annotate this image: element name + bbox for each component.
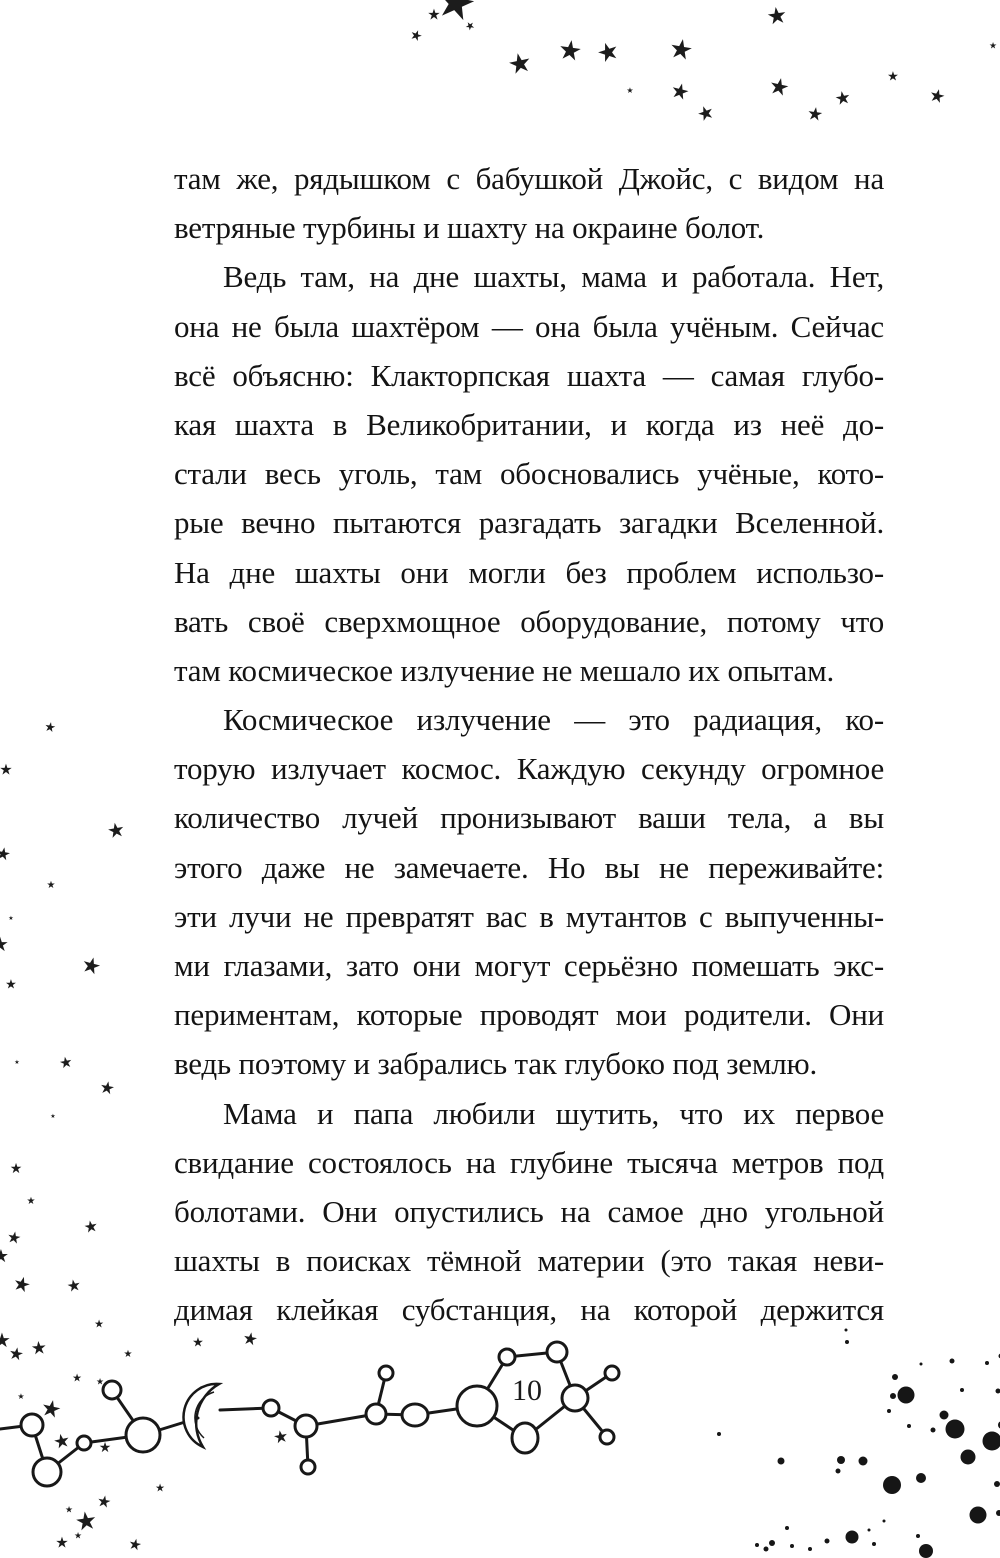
ink-dot	[883, 1476, 901, 1494]
ink-dot	[846, 1531, 859, 1544]
star-icon	[556, 36, 584, 66]
ink-dot	[890, 1393, 896, 1399]
text-line: кая шахта в Великобритании, и когда из неё до-	[174, 400, 884, 449]
text-line: стали весь уголь, там обосновались учёные, кото-	[174, 449, 884, 498]
star-icon	[505, 48, 534, 79]
text-line: Ведь там, на дне шахты, мама и работала. Нет,	[174, 252, 884, 301]
ink-dot	[872, 1542, 876, 1546]
star-icon	[66, 1277, 83, 1295]
text-line: она не была шахтёром — она была учёным. Сейчас	[174, 302, 884, 351]
text-line: На дне шахты они могли без проблем использо-	[174, 548, 884, 597]
star-icon	[58, 1054, 74, 1071]
ink-dot	[907, 1424, 911, 1428]
star-icon	[0, 845, 12, 864]
star-icon	[0, 763, 13, 778]
ink-dot	[996, 1389, 1000, 1394]
constellation-nodes	[21, 1342, 619, 1486]
text-line: там же, рядышком с бабушкой Джойс, с видом на	[174, 154, 884, 203]
star-icon	[806, 105, 824, 125]
ink-dot	[916, 1534, 920, 1538]
crescent-moon-icon	[184, 1384, 219, 1447]
ink-dot	[940, 1411, 949, 1420]
text-line: шахты в поисках тёмной материи (это такая неви-	[174, 1236, 884, 1285]
star-icon	[79, 954, 104, 980]
text-line: димая клейкая субстанция, на которой держится	[174, 1285, 884, 1334]
star-icon	[927, 86, 947, 107]
star-icon	[98, 1079, 116, 1098]
ink-dot	[764, 1547, 769, 1552]
text-line: этого даже не замечаете. Но вы не переживайте:	[174, 843, 884, 892]
ink-dot	[808, 1547, 812, 1551]
ink-dot	[790, 1544, 794, 1548]
star-icon	[0, 1248, 9, 1266]
text-line: болотами. Они опустились на самое дно угольной	[174, 1187, 884, 1236]
star-icon	[65, 1507, 73, 1516]
ink-dot	[845, 1340, 849, 1344]
ink-dot	[950, 1359, 955, 1364]
star-icon	[43, 721, 57, 736]
star-icon	[427, 8, 440, 23]
star-icon	[0, 934, 9, 954]
star-icon	[5, 979, 17, 992]
star-icon	[593, 37, 622, 68]
star-icon	[10, 1162, 23, 1176]
star-icon	[695, 102, 718, 126]
star-icon	[626, 87, 633, 95]
ink-dot	[961, 1450, 976, 1465]
ink-dot	[859, 1457, 868, 1466]
star-icon	[667, 35, 696, 66]
star-icon	[408, 27, 425, 44]
ink-dot	[970, 1507, 987, 1524]
text-line: количество лучей пронизывают ваши тела, а вы	[174, 793, 884, 842]
star-icon	[105, 819, 126, 842]
ink-dot	[892, 1374, 898, 1380]
text-line: ми глазами, зато они могут серьёзно помешать экс-	[174, 941, 884, 990]
text-line: там космическое излучение не мешало их опытам.	[174, 646, 884, 695]
star-icon	[8, 916, 13, 922]
ink-dot	[983, 1432, 1000, 1451]
text-line: эти лучи не превратят вас в мутантов с выпученны-	[174, 892, 884, 941]
star-icon	[94, 1319, 104, 1330]
ink-dot	[946, 1420, 965, 1439]
text-line: периментам, которые проводят мои родители. Они	[174, 990, 884, 1039]
ink-dot	[960, 1388, 964, 1392]
star-icon	[50, 1114, 55, 1120]
ink-dot	[755, 1543, 759, 1547]
ink-dot	[868, 1529, 871, 1532]
ink-dot	[920, 1363, 923, 1366]
text-line: всё объясню: Клакторпская шахта — самая глубо-	[174, 351, 884, 400]
star-icon	[989, 43, 997, 52]
ink-dot	[916, 1473, 926, 1483]
ink-dot	[994, 1481, 1000, 1487]
star-icon	[767, 75, 792, 102]
page-number: 10	[512, 1374, 542, 1408]
ink-dot	[845, 1329, 848, 1332]
ink-dot	[785, 1526, 789, 1530]
text-line: свидание состоялось на глубине тысяча метров под	[174, 1138, 884, 1187]
ink-dot	[996, 1510, 1000, 1516]
star-icon	[887, 71, 899, 84]
ink-dot	[837, 1456, 845, 1464]
text-line: рые вечно пытаются разгадать загадки Вселенной.	[174, 498, 884, 547]
ink-dot	[898, 1387, 915, 1404]
star-icon	[74, 1533, 82, 1542]
text-line: торую излучает космос. Каждую секунду огромное	[174, 744, 884, 793]
star-icon	[14, 1060, 19, 1066]
constellation-links	[0, 1352, 612, 1472]
star-icon	[833, 89, 852, 110]
ink-dot	[931, 1428, 936, 1433]
ink-dot	[887, 1409, 891, 1413]
ink-dot	[883, 1520, 886, 1523]
constellation-doodle	[0, 1340, 660, 1500]
star-icon	[127, 1536, 143, 1553]
star-icon	[765, 4, 789, 30]
ink-dot	[825, 1539, 830, 1544]
text-line: ветряные турбины и шахту на окраине болот.	[174, 203, 884, 252]
text-line: вать своё сверхмощное оборудование, потому что	[174, 597, 884, 646]
ink-dot	[717, 1432, 721, 1436]
ink-dot	[919, 1544, 933, 1558]
star-icon	[6, 1229, 23, 1247]
ink-dot	[836, 1469, 841, 1474]
star-icon	[11, 1272, 34, 1296]
text-line: Мама и папа любили шутить, что их первое	[174, 1089, 884, 1138]
ink-dot	[769, 1540, 775, 1546]
ink-dot	[985, 1361, 989, 1365]
ink-dot	[778, 1458, 785, 1465]
star-icon	[55, 1536, 68, 1551]
text-block	[174, 154, 884, 1335]
star-icon	[27, 1197, 36, 1207]
star-icon	[47, 881, 56, 891]
star-icon	[83, 1218, 100, 1236]
star-icon	[668, 80, 691, 105]
text-line: Космическое излучение — это радиация, ко-	[174, 695, 884, 744]
text-line: ведь поэтому и забрались так глубоко под землю.	[174, 1039, 884, 1088]
